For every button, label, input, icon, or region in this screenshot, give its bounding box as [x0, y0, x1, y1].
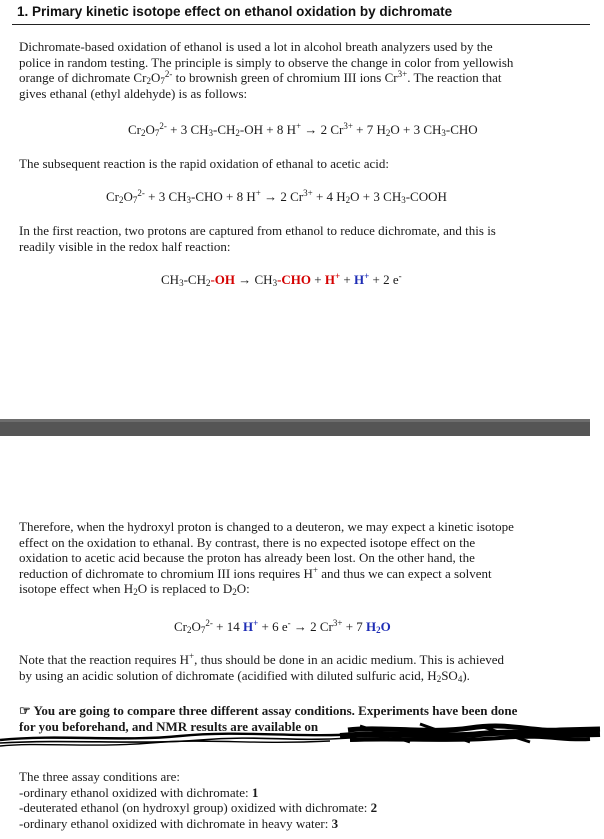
intro-line-2: police in random testing. The principle is simply to observe the change in color from yellowish — [19, 54, 514, 70]
reaction-arrow-icon: → — [260, 189, 281, 204]
equation-dichromate-reduction: $Cr_2O_7^{2-} + 14$ H+ + 6 e- → 2 $Cr^{3+} + 7$ $H_2O$ — [174, 618, 391, 635]
note-paragraph: Note that the reaction requires H+, thus should be done in an acidic medium. This is achieved by using an acidic solution of dichromate (acidified with diluted sulfuric acid, $H_2SO_4$). — [19, 651, 504, 684]
assay-conditions: The three assay conditions are: -ordinary ethanol oxidized with dichromate: 1 -deuterated ethanol (on hydroxyl group) oxidized with dichromate: 2 -ordinary ethanol oxidized with dichromate in heavy water: 3 — [19, 769, 378, 831]
equation-ethanal-formation: $Cr_2O_7^{2-} + 3$ $CH_3-CH_2-OH + 8$ H+ → 2 $Cr^{3+} + 7$ $H_2O + 3$ $CH_3$-CHO — [128, 121, 478, 138]
pointing-hand-icon: ☞ — [19, 703, 31, 718]
intro-line-3: orange of dichromate $Cr_2O_7^{2-}$ to brownish green of chromium III ions $Cr^{3+}$. The reaction that — [19, 69, 502, 87]
page-divider — [0, 422, 590, 436]
equation-acetic-acid: $Cr_2O_7^{2-} + 3$ $CH_3$-CHO + 8 H+ → 2 $Cr^{3+} + 4$ $H_2O + 3$ $CH_3$-COOH — [106, 188, 447, 205]
intro-line-4: gives ethanal (ethyl aldehyde) is as follows: — [19, 85, 248, 101]
intro-line-1: Dichromate-based oxidation of ethanol is used a lot in alcohol breath analyzers used by the — [19, 39, 493, 54]
assay-instruction: ☞ You are going to compare three different assay conditions. Experiments have been done for you beforehand, and NMR results are available on — [19, 703, 518, 734]
intro-paragraph — [19, 39, 573, 101]
title-rule — [12, 24, 590, 25]
section-title: 1. Primary kinetic isotope effect on ethanol oxidation by dichromate — [17, 4, 453, 19]
reaction-arrow-icon: → — [235, 272, 255, 287]
reaction-arrow-icon: → — [301, 122, 321, 137]
therefore-paragraph: Therefore, when the hydroxyl proton is changed to a deuteron, we may expect a kinetic isotope effect on the oxidation to ethanal. By contrast, there is no expected isotope effect on the oxidation to acetic acid because the proton has already been lost. On the other hand, the reduction of dichromate to chromium III ions requires H+ and thus we can expect a solvent isotope effect when $H_2O$ is replaced to $D_2O$: — [19, 519, 514, 598]
first-reaction-paragraph: In the first reaction, two protons are captured from ethanol to reduce dichromate, and this is readily visible in the redox half reaction: — [19, 223, 496, 254]
redaction-scribble — [0, 712, 604, 752]
equation-half-reaction: $CH_3-CH_2-OH \to CH_3-CHO + H^+ + H^+ + 2$ e- — [161, 271, 402, 288]
subsequent-text: The subsequent reaction is the rapid oxidation of ethanal to acetic acid: — [19, 156, 390, 171]
reaction-arrow-icon: → — [290, 619, 311, 634]
